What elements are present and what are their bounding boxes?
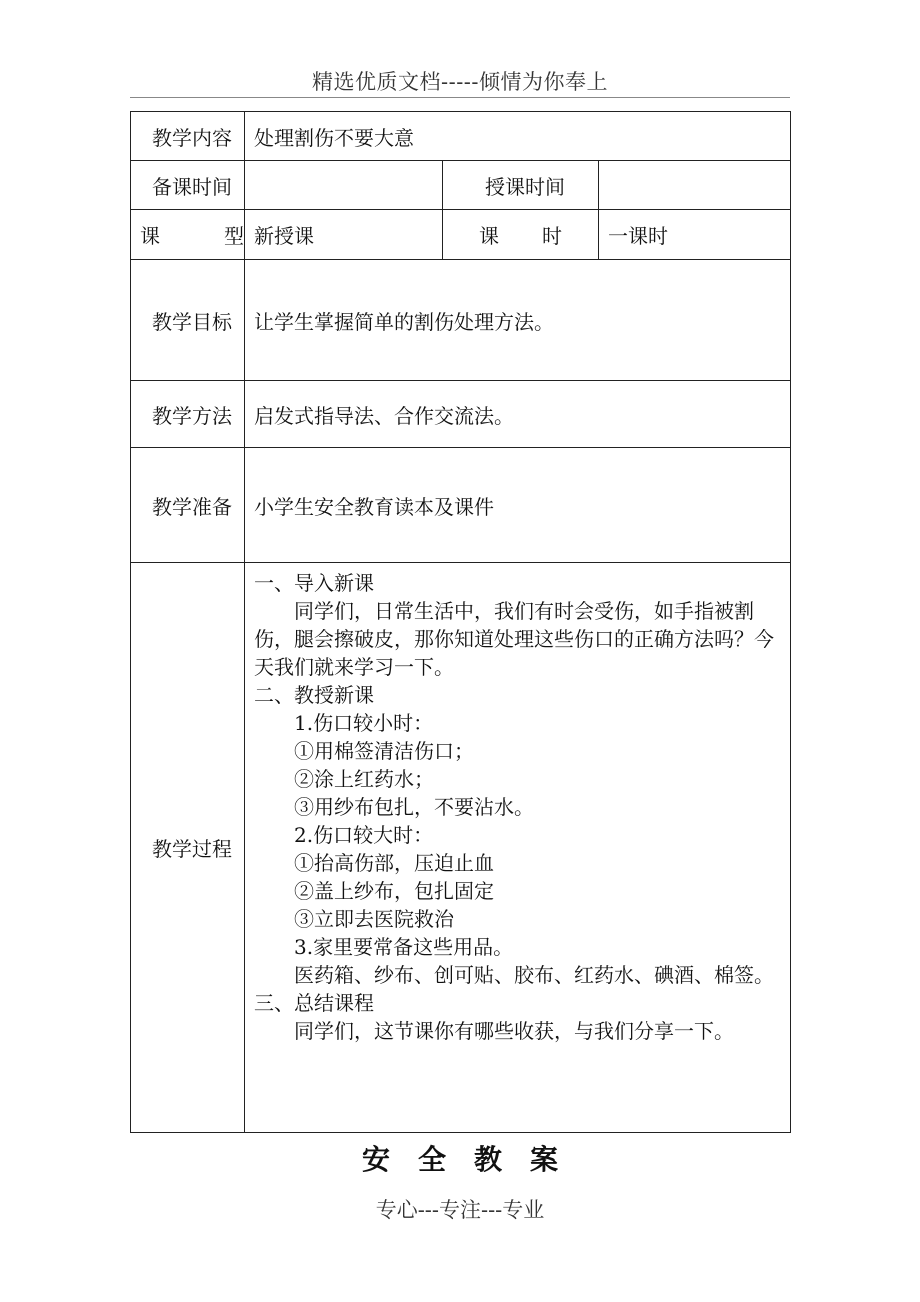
row-type [131,210,791,260]
process-line: ③立即去医院救治 [294,907,454,931]
process-content [245,563,791,1133]
prep-time-label: 备课时间 [131,161,245,210]
process-line: 三、总结课程 [254,991,374,1015]
hours-label-b: 时 [542,224,562,248]
type-label [131,210,245,260]
goal-value: 让学生掌握简单的割伤处理方法。 [245,260,791,381]
content-value: 处理割伤不要大意 [245,112,791,161]
row-method [131,381,791,448]
type-value: 新授课 [245,210,443,260]
process-label: 教学过程 [131,563,245,1133]
type-label-a: 课 [140,224,160,248]
row-content [131,112,791,161]
lesson-plan-table [130,111,791,1133]
process-line: ②涂上红药水； [294,767,434,791]
prep-time-value [245,161,443,210]
teach-time-label: 授课时间 [443,161,599,210]
hours-label-a: 课 [479,224,499,248]
row-goal [131,260,791,381]
row-time [131,161,791,210]
header-divider [130,97,790,98]
process-line: ①用棉签清洁伤口； [294,739,474,763]
process-line: ②盖上纱布，包扎固定 [294,879,494,903]
row-prepare [131,448,791,563]
process-line: 2.伤口较大时： [294,823,434,847]
prepare-label: 教学准备 [131,448,245,563]
process-line: 医药箱、纱布、创可贴、胶布、红药水、碘酒、棉签。 [294,963,774,987]
prepare-value: 小学生安全教育读本及课件 [245,448,791,563]
process-line: 3.家里要常备这些用品。 [294,935,514,959]
hours-value: 一课时 [599,210,791,260]
hours-label [443,210,599,260]
process-line: 二、教授新课 [254,683,374,707]
type-label-b: 型 [224,224,244,248]
goal-label: 教学目标 [131,260,245,381]
process-line: 同学们，这节课你有哪些收获，与我们分享一下。 [294,1019,734,1043]
process-line: ①抬高伤部，压迫止血 [294,851,494,875]
process-line: 同学们，日常生活中，我们有时会受伤，如手指被割伤，腿会擦破皮，那你知道处理这些伤口的正确方法吗？今天我们就来学习一下。 [254,599,774,679]
page-header: 精选优质文档-----倾情为你奉上 [312,70,608,94]
row-process [131,563,791,1133]
method-label: 教学方法 [131,381,245,448]
page-footer: 专心---专注---专业 [375,1198,545,1222]
content-label: 教学内容 [131,112,245,161]
process-line: 一、导入新课 [254,571,374,595]
teach-time-value [599,161,791,210]
process-line: ③用纱布包扎，不要沾水。 [294,795,534,819]
method-value: 启发式指导法、合作交流法。 [245,381,791,448]
document-title: 安全教案 [361,1143,586,1176]
process-line: 1.伤口较小时： [294,711,434,735]
